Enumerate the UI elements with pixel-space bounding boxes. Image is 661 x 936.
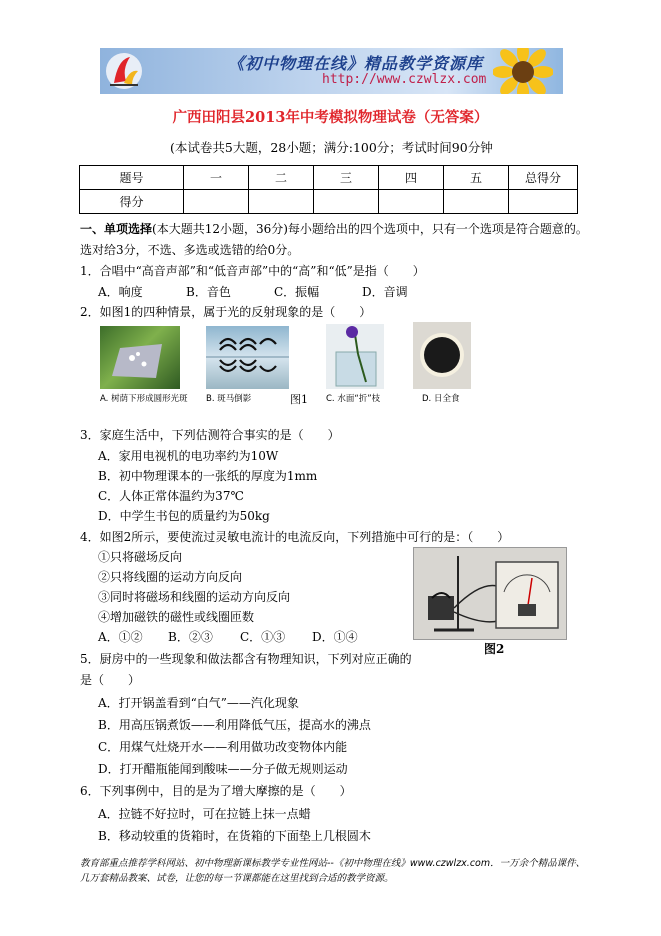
score-cell[interactable] [379, 190, 444, 214]
score-header-cell: 总得分 [509, 166, 578, 190]
q1-option-a: A．响度 [98, 285, 143, 299]
q5-stem-line1: 5．厨房中的一些现象和做法都含有物理知识，下列对应正确的 [80, 652, 412, 666]
banner-title: 《初中物理在线》精品教学资源库 [228, 54, 484, 73]
q4-option-d: D．①④ [312, 630, 358, 644]
q4-stem: 4．如图2所示，要使流过灵敏电流计的电流反向，下列措施中可行的是：（ ） [80, 530, 510, 544]
score-cell[interactable] [509, 190, 578, 214]
figure1-c-image [326, 324, 384, 389]
score-header-cell: 一 [184, 166, 249, 190]
score-header-cell: 三 [314, 166, 379, 190]
q3-option-b: B．初中物理课本的一张纸的厚度为1mm [98, 469, 318, 483]
section1-intro [80, 221, 588, 237]
q4-item-4: ④增加磁铁的磁性或线圈匝数 [98, 610, 255, 624]
score-cell[interactable] [249, 190, 314, 214]
figure1-label: 图1 [290, 393, 308, 406]
score-cell[interactable] [184, 190, 249, 214]
score-cell[interactable] [444, 190, 509, 214]
q6-option-b: B．移动较重的货箱时，在货箱的下面垫上几根圆木 [98, 829, 371, 843]
score-table [79, 165, 578, 214]
score-header-cell: 题号 [80, 166, 184, 190]
figure1-d-image [413, 322, 471, 389]
q5-option-c: C．用煤气灶烧开水——利用做功改变物体内能 [98, 740, 348, 754]
banner-url[interactable]: http://www.czwlzx.com [322, 72, 487, 87]
solar-eclipse-icon [413, 322, 471, 389]
q4-option-a: A．①② [98, 630, 143, 644]
figure1-caption-a: A. 树荫下形成圆形光斑 [100, 394, 188, 404]
score-header-cell: 二 [249, 166, 314, 190]
score-table-row [80, 190, 578, 214]
score-table-header-row [80, 166, 578, 190]
q4-item-1: ①只将磁场反向 [98, 550, 183, 564]
footer-line2: 几万套精品教案、试卷，让您的每一节课都能在这里找到合适的教学资源。 [80, 873, 394, 884]
q3-option-a: A．家用电视机的电功率约为10W [98, 449, 279, 463]
figure2-image [413, 547, 567, 640]
figure1-a-image [100, 326, 180, 389]
q1-option-c: C．振幅 [274, 285, 320, 299]
score-header-cell: 五 [444, 166, 509, 190]
galvanometer-circuit-icon [414, 548, 566, 639]
q1-option-d: D．音调 [362, 285, 408, 299]
q5-option-a: A．打开锅盖看到“白气”——汽化现象 [98, 696, 299, 710]
q3-option-c: C．人体正常体温约为37℃ [98, 489, 244, 503]
figure1-caption-b: B. 斑马倒影 [206, 394, 252, 404]
q4-item-3: ③同时将磁场和线圈的运动方向反向 [98, 590, 291, 604]
section1-line1: (本大题共12小题，36分)每小题给出的四个选项中，只有一个选项是符合题意的。 [152, 222, 588, 236]
figure1-caption-d: D. 日全食 [422, 394, 460, 404]
q4-item-2: ②只将线圈的运动方向反向 [98, 570, 243, 584]
figure1-caption-c: C. 水面“折”枝 [326, 394, 381, 404]
footer-note [80, 856, 600, 886]
q5-stem-line2: 是（ ） [80, 673, 141, 687]
zebra-reflection-icon [206, 326, 289, 389]
q1-option-b: B．音色 [186, 285, 231, 299]
score-cell[interactable] [314, 190, 379, 214]
score-row-label: 得分 [80, 190, 184, 214]
header-banner [100, 48, 563, 94]
q1-stem: 1．合唱中“高音声部”和“低音声部”中的“高”和“低”是指（ ） [80, 264, 425, 278]
exam-title: 广西田阳县2013年中考模拟物理试卷（无答案） [172, 109, 489, 126]
section1-line2: 选对给3分，不选、多选或选错的给0分。 [80, 243, 300, 257]
exam-note: (本试卷共5大题，28小题；满分:100分；考试时间90分钟 [170, 140, 493, 155]
q5-option-b: B．用高压锅煮饭——利用降低气压，提高水的沸点 [98, 718, 371, 732]
q6-stem: 6．下列事例中，目的是为了增大摩擦的是（ ） [80, 784, 352, 798]
sunflower-icon [493, 48, 553, 94]
figure1-b-image [206, 326, 289, 389]
q4-option-c: C．①③ [240, 630, 286, 644]
q4-option-b: B．②③ [168, 630, 213, 644]
figure2-label: 图2 [484, 642, 505, 656]
q5-option-d: D．打开醋瓶能闻到酸味——分子做无规则运动 [98, 762, 348, 776]
q3-stem: 3．家庭生活中，下列估测符合事实的是（ ） [80, 428, 340, 442]
footer-line1: 教育部重点推荐学科网站、初中物理新课标教学专业性网站--《初中物理在线》www.czwlzx.com．一万余个精品课件、 [80, 858, 586, 869]
score-header-cell: 四 [379, 166, 444, 190]
bent-stick-in-water-icon [326, 324, 384, 389]
q2-stem: 2．如图1的四种情景，属于光的反射现象的是（ ） [80, 305, 372, 319]
q6-option-a: A．拉链不好拉时，可在拉链上抹一点蜡 [98, 807, 311, 821]
site-logo-icon [104, 51, 144, 91]
light-spots-icon [100, 326, 180, 389]
section1-heading: 一、单项选择 [80, 222, 153, 236]
q3-option-d: D．中学生书包的质量约为50kg [98, 509, 270, 523]
